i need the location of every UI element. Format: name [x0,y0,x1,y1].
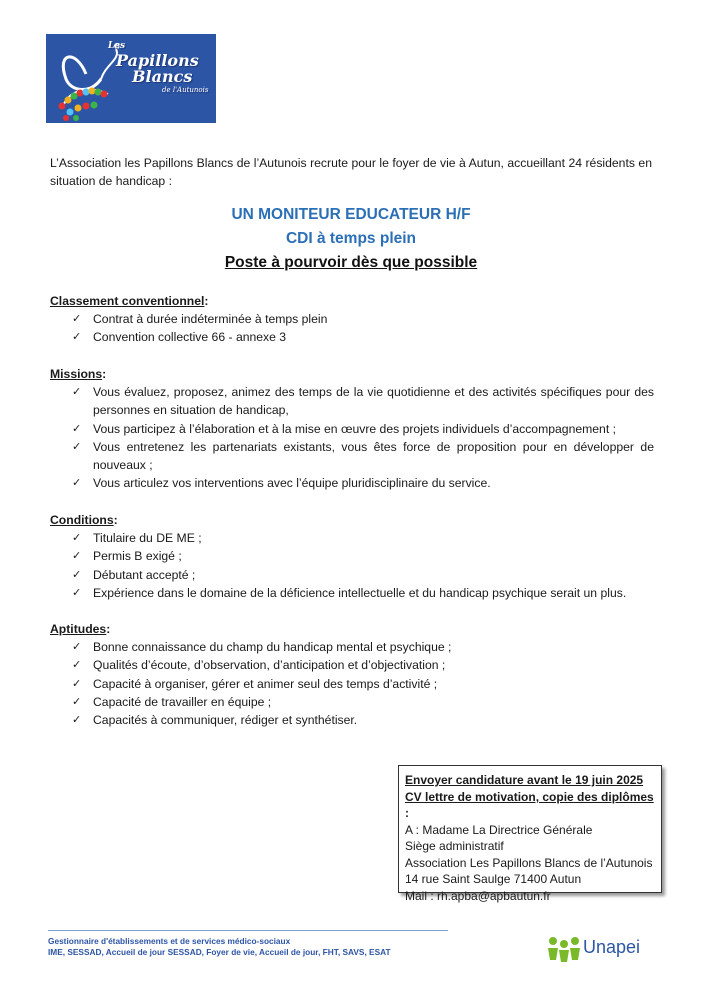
unapei-brand: Unapei [583,937,641,957]
papillons-blancs-logo [46,34,216,123]
check-icon: ✓ [72,439,82,453]
check-icon: ✓ [72,713,82,727]
section-aptitudes [50,620,654,729]
check-icon: ✓ [72,676,82,690]
logo-text-blancs: Blancs [132,67,193,86]
list-item: ✓ Convention collective 66 - annexe 3 [50,328,654,346]
contract-type: CDI à temps plein [285,230,417,247]
application-box: Envoyer candidature avant le 19 juin 2025 CV lettre de motivation, copie des diplômes : A : Madame La Directrice Générale Siège administratif Association Les Papillons Blancs de l’Autunois 14 rue Saint Saulge 71400 Autun Mail : rh.apba@apbautun.fr [398,765,662,893]
list-item: ✓ Contrat à durée indéterminée à temps plein [50,310,654,328]
list-item: ✓ Capacités à communiquer, rédiger et synthétiser. [50,711,654,729]
list-item: ✓ Expérience dans le domaine de la déficience intellectuelle et du handicap psychique serait un plus. [50,584,654,602]
apply-deadline: Envoyer candidature avant le 19 juin 2025 [405,773,644,787]
apply-email[interactable]: Mail : rh.apba@apbautun.fr [405,888,551,903]
apply-recipient: A : Madame La Directrice Générale [405,822,593,837]
check-icon: ✓ [72,567,82,581]
list-item: ✓ Titulaire du DE ME ; [50,529,654,547]
job-title-block [0,203,702,275]
job-title: UN MONITEUR EDUCATEUR H/F [231,206,471,223]
check-icon: ✓ [72,585,82,599]
logo-text-autunois: de l'Autunois [162,86,209,94]
logo-text-papillons: Papillons [116,51,199,70]
check-icon: ✓ [72,531,82,545]
list-item: ✓ Vous articulez vos interventions avec l’équipe pluridisciplinaire du service. [50,474,654,492]
apply-association: Association Les Papillons Blancs de l’Autunois [405,855,653,870]
list-item: ✓ Capacité de travailler en équipe ; [50,693,654,711]
section-heading: Aptitudes: [50,622,111,636]
section-heading: Missions: [50,367,107,381]
section-conditions [50,511,654,602]
list-item: ✓ Capacité à organiser, gérer et animer seul des temps d’activité ; [50,675,654,693]
unapei-people-icon [546,934,582,964]
check-icon: ✓ [72,694,82,708]
footer-line-2: IME, SESSAD, Accueil de jour SESSAD, Foyer de vie, Accueil de jour, FHT, SAVS, ESAT [48,947,391,957]
apply-address: 14 rue Saint Saulge 71400 Autun [405,872,582,886]
footer-divider [48,930,448,931]
check-icon: ✓ [72,549,82,563]
apply-office: Siège administratif [405,839,504,853]
list-item: ✓ Vous évaluez, proposez, animez des temps de la vie quotidienne et des activités spécifiques pour des personnes en situation de handicap, [72,385,654,418]
section-heading: Classement conventionnel: [50,294,209,308]
check-icon: ✓ [72,658,82,672]
section-classement [50,292,654,347]
intro-paragraph: L’Association les Papillons Blancs de l’Autunois recrute pour le foyer de vie à Autun, accueillant 24 résidents en situation de handicap : [50,156,652,188]
section-heading: Conditions: [50,513,118,527]
footer-line-1: Gestionnaire d'établissements et de services médico-sociaux [48,936,291,946]
check-icon: ✓ [72,640,82,654]
availability: Poste à pourvoir dès que possible [224,254,478,271]
list-item: ✓ Bonne connaissance du champ du handicap mental et psychique ; [50,638,654,656]
list-item: ✓ Vous participez à l’élaboration et à la mise en œuvre des projets individuels d’accompagnement ; [50,420,654,438]
unapei-logo [546,934,666,964]
check-icon: ✓ [72,476,82,490]
list-item: ✓ Permis B exigé ; [50,547,654,565]
check-icon: ✓ [72,421,82,435]
check-icon: ✓ [72,330,82,344]
apply-documents: CV lettre de motivation, copie des diplômes [405,789,654,804]
list-item: ✓ Débutant accepté ; [50,566,654,584]
list-item: ✓ Vous entretenez les partenariats existants, vous êtes force de proposition pour en développer de nouveaux ; [72,439,654,473]
check-icon: ✓ [72,385,82,399]
check-icon: ✓ [72,312,82,326]
footer-text [48,936,391,958]
logo-text-les: Les [108,41,126,51]
list-item: ✓ Qualités d’écoute, d’observation, d’anticipation et d’objectivation ; [50,656,654,674]
section-missions [50,365,654,492]
